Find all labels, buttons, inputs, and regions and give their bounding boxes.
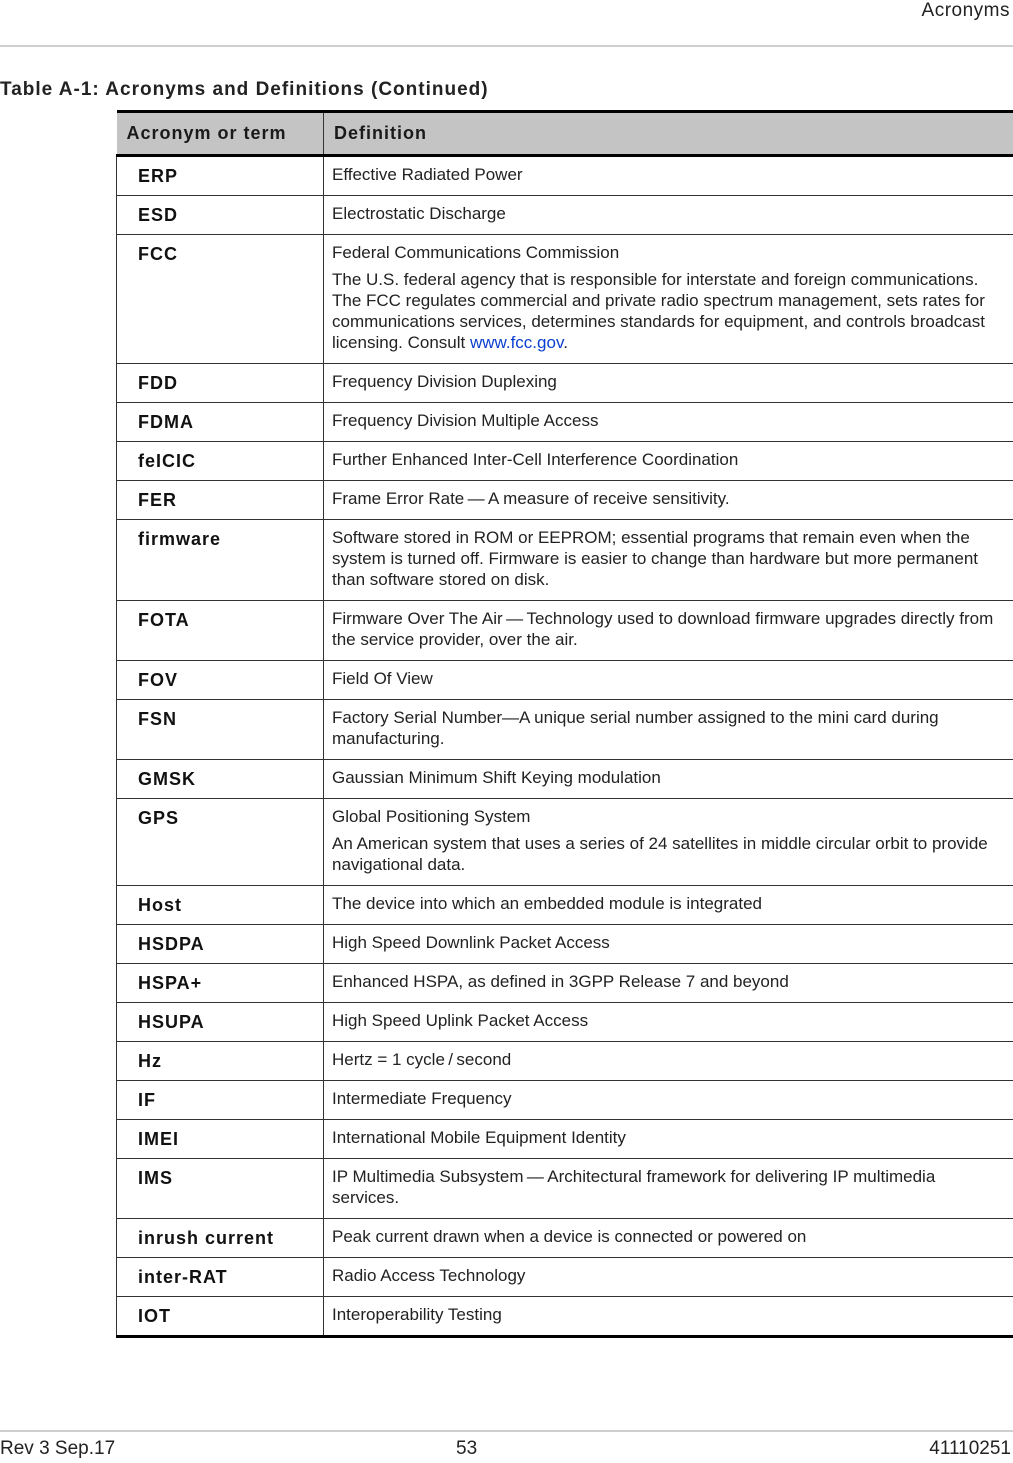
definition-cell: [324, 1120, 1013, 1159]
acronym-table: [116, 110, 1013, 1338]
table-row: [117, 196, 1013, 235]
table-row: [117, 799, 1013, 886]
term-cell: inrush current: [117, 1219, 324, 1258]
table-row: [117, 1003, 1013, 1042]
term-cell: HSUPA: [117, 1003, 324, 1042]
table-header-row: [117, 112, 1013, 156]
definition-text: IP Multimedia Subsystem — Architectural framework for delivering IP multimedia services.: [332, 1167, 936, 1207]
term-cell: FDD: [117, 364, 324, 403]
header-divider: [0, 45, 1013, 47]
definition-cell: [324, 1081, 1013, 1120]
definition-cell: [324, 925, 1013, 964]
definition-cell: [324, 196, 1013, 235]
table-row: [117, 1081, 1013, 1120]
definition-text: Firmware Over The Air — Technology used to download firmware upgrades directly from the service provider, over the air.: [332, 609, 994, 649]
term-cell: HSDPA: [117, 925, 324, 964]
term-cell: Host: [117, 886, 324, 925]
term-cell: FER: [117, 481, 324, 520]
term-cell: GPS: [117, 799, 324, 886]
term-cell: FOV: [117, 661, 324, 700]
definition-cell: [324, 661, 1013, 700]
definition-cell: [324, 886, 1013, 925]
table-row: [117, 601, 1013, 661]
definition-text: Frame Error Rate — A measure of receive sensitivity.: [332, 489, 730, 508]
table-row: [117, 1120, 1013, 1159]
table-row: [117, 1297, 1013, 1337]
fcc-website-link[interactable]: www.fcc.gov: [469, 333, 564, 352]
table-row: [117, 520, 1013, 601]
definition-cell: [324, 1003, 1013, 1042]
definition-text: High Speed Uplink Packet Access: [332, 1011, 589, 1030]
footer-divider: [0, 1430, 1013, 1432]
column-header-term: Acronym or term: [117, 112, 324, 156]
definition-text: Enhanced HSPA, as defined in 3GPP Release 7 and beyond: [332, 972, 789, 991]
term-cell: IF: [117, 1081, 324, 1120]
definition-text: Further Enhanced Inter-Cell Interference Coordination: [332, 450, 739, 469]
definition-text: Federal Communications Commission: [332, 243, 620, 262]
table-row: [117, 925, 1013, 964]
definition-cell: [324, 799, 1013, 886]
definition-text: Intermediate Frequency: [332, 1089, 512, 1108]
definition-cell: [324, 1258, 1013, 1297]
definition-text: Frequency Division Multiple Access: [332, 411, 599, 430]
definition-text: Effective Radiated Power: [332, 165, 523, 184]
definition-text: Peak current drawn when a device is connected or powered on: [332, 1227, 807, 1246]
table-row: [117, 964, 1013, 1003]
definition-text: Global Positioning System: [332, 807, 531, 826]
definition-text: Factory Serial Number—A unique serial number assigned to the mini card during manufacturing.: [332, 708, 939, 748]
table-row: [117, 403, 1013, 442]
definition-text: The device into which an embedded module is integrated: [332, 894, 762, 913]
definition-detail: An American system that uses a series of 24 satellites in middle circular orbit to provide navigational data.: [332, 834, 988, 874]
footer-revision: Rev 3 Sep.17: [0, 1438, 116, 1459]
table-row: [117, 700, 1013, 760]
definition-cell: [324, 1159, 1013, 1219]
definition-cell: [324, 481, 1013, 520]
definition-cell: [324, 442, 1013, 481]
definition-text: Radio Access Technology: [332, 1266, 526, 1285]
term-cell: GMSK: [117, 760, 324, 799]
table-row: [117, 886, 1013, 925]
footer-page-number: 53: [456, 1438, 478, 1459]
definition-text: Interoperability Testing: [332, 1305, 502, 1324]
term-cell: firmware: [117, 520, 324, 601]
footer-doc-number: 41110251: [929, 1438, 1011, 1459]
definition-cell: [324, 1297, 1013, 1337]
table-row: [117, 442, 1013, 481]
definition-text: International Mobile Equipment Identity: [332, 1128, 626, 1147]
table-row: [117, 235, 1013, 364]
term-cell: FDMA: [117, 403, 324, 442]
definition-cell: [324, 1042, 1013, 1081]
definition-cell: [324, 156, 1013, 196]
term-cell: IMEI: [117, 1120, 324, 1159]
table-row: [117, 1042, 1013, 1081]
table-row: [117, 156, 1013, 196]
term-cell: FCC: [117, 235, 324, 364]
term-cell: IMS: [117, 1159, 324, 1219]
detail-end: .: [563, 333, 568, 352]
term-cell: HSPA+: [117, 964, 324, 1003]
definition-cell: [324, 964, 1013, 1003]
definition-cell: [324, 760, 1013, 799]
table-row: [117, 1258, 1013, 1297]
term-cell: ERP: [117, 156, 324, 196]
detail-text: The U.S. federal agency that is responsible for interstate and foreign communications. The FCC regulates commercial and private radio spectrum management, sets rates for communications services, determines standards for equipment, and controls broadcast licensing. Consult: [332, 270, 985, 352]
definition-text: Frequency Division Duplexing: [332, 372, 557, 391]
table-row: [117, 760, 1013, 799]
definition-text: High Speed Downlink Packet Access: [332, 933, 610, 952]
definition-cell: [324, 601, 1013, 661]
table-row: [117, 1159, 1013, 1219]
definition-cell: [324, 1219, 1013, 1258]
definition-cell: [324, 520, 1013, 601]
table-caption: Table A-1: Acronyms and Definitions (Continued): [0, 79, 489, 100]
term-cell: Hz: [117, 1042, 324, 1081]
definition-cell: [324, 364, 1013, 403]
definition-text: Hertz = 1 cycle / second: [332, 1050, 512, 1069]
acronym-table-container: [116, 110, 1013, 1338]
term-cell: ESD: [117, 196, 324, 235]
table-row: [117, 481, 1013, 520]
term-cell: feICIC: [117, 442, 324, 481]
table-row: [117, 1219, 1013, 1258]
definition-detail: [332, 269, 1003, 353]
table-row: [117, 661, 1013, 700]
page-header-title: Acronyms: [921, 0, 1010, 21]
definition-text: Field Of View: [332, 669, 433, 688]
term-cell: FOTA: [117, 601, 324, 661]
definition-cell: [324, 235, 1013, 364]
definition-text: Gaussian Minimum Shift Keying modulation: [332, 768, 661, 787]
table-row: [117, 364, 1013, 403]
term-cell: IOT: [117, 1297, 324, 1337]
term-cell: FSN: [117, 700, 324, 760]
definition-cell: [324, 700, 1013, 760]
definition-text: Software stored in ROM or EEPROM; essential programs that remain even when the system is turned off. Firmware is easier to change than hardware but more permanent than software stored on disk.: [332, 528, 978, 589]
column-header-definition: Definition: [324, 112, 1013, 156]
definition-text: Electrostatic Discharge: [332, 204, 506, 223]
definition-cell: [324, 403, 1013, 442]
term-cell: inter-RAT: [117, 1258, 324, 1297]
